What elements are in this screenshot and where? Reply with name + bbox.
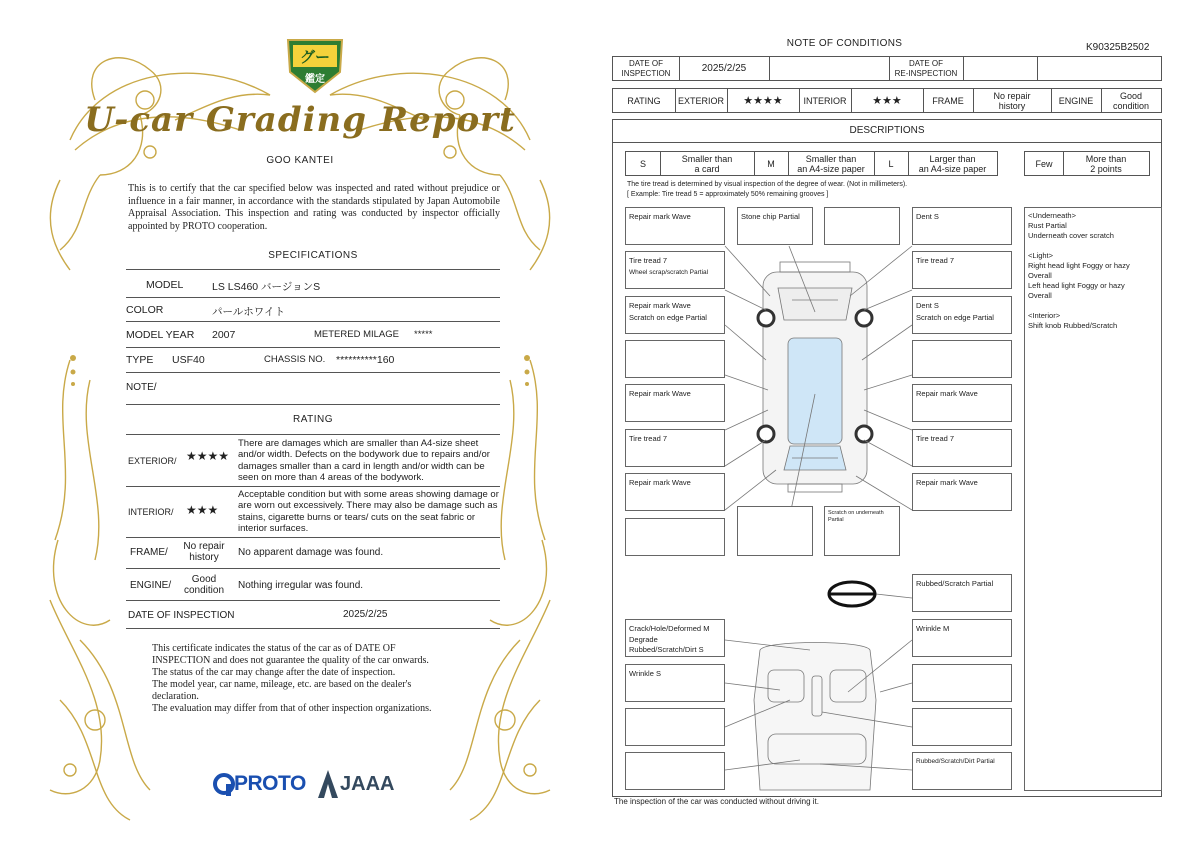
desc-text: Stone chip Partial (741, 212, 800, 221)
specifications-heading: SPECIFICATIONS (268, 250, 358, 261)
frame-label: FRAME (932, 95, 964, 106)
certificate-notes (152, 643, 492, 714)
note-line: declaration. (152, 690, 199, 702)
note-line: Underneath cover scratch (1028, 231, 1114, 240)
desc-box-left-7 (625, 473, 725, 511)
desc-text: Repair mark Wave (629, 212, 691, 221)
desc-box-left-2 (625, 251, 725, 289)
type-value: USF40 (172, 354, 205, 366)
rating-heading: RATING (292, 414, 334, 425)
desc-text: Wrinkle S (629, 669, 661, 678)
engine-label: ENGINE (1058, 95, 1094, 106)
desc-box-right-2 (912, 251, 1012, 289)
desc-box-interior-right-1 (912, 619, 1012, 657)
reinspection-label-2: RE-INSPECTION (894, 68, 958, 78)
desc-text: Wrinkle M (916, 624, 950, 633)
note-line: <Interior> (1028, 311, 1061, 320)
desc-text: Repair mark Wave (916, 478, 978, 487)
desc-text: Repair mark Wave (629, 301, 691, 310)
desc-box-left-3 (625, 296, 725, 334)
note-line: Rust Partial (1028, 221, 1067, 230)
desc-text: Dent S (916, 212, 939, 221)
engine-value-2: condition (1112, 100, 1150, 111)
interior-stars: ★★★ (872, 94, 902, 107)
desc-text: Crack/Hole/Deformed M (629, 624, 710, 633)
footer-logos (212, 770, 402, 800)
metered-milage-value: ***** (414, 329, 433, 340)
svg-text:グー: グー (299, 48, 331, 66)
desc-box-right-3 (912, 296, 1012, 334)
desc-box-center-3 (737, 506, 813, 556)
frame-value-line2: history (189, 552, 219, 564)
desc-text: Wheel scrap/scratch Partial (629, 268, 709, 276)
note-of-conditions (600, 0, 1200, 848)
interior-label: INTERIOR (803, 95, 847, 106)
frame-value-2: history (998, 100, 1026, 111)
note-line: Right head light Foggy or hazy (1028, 261, 1130, 270)
desc-box-steering (912, 574, 1012, 612)
certificate-title: U-car Grading Report (84, 100, 516, 140)
exterior-stars: ★★★★ (743, 94, 783, 107)
desc-text: Tire tread 7 (916, 434, 955, 443)
desc-text: Rubbed/Scratch/Dirt Partial (916, 758, 995, 765)
conditions-title: NOTE OF CONDITIONS (786, 38, 903, 49)
desc-box-right-5 (912, 384, 1012, 422)
exterior-stars: ★★★★ (186, 449, 230, 463)
exterior-label: EXTERIOR/ (128, 456, 177, 466)
note-label: NOTE/ (126, 382, 157, 393)
desc-box-right-6 (912, 429, 1012, 467)
exterior-label: EXTERIOR (677, 95, 724, 106)
model-year-label: MODEL YEAR (126, 329, 195, 341)
note-line: <Light> (1028, 251, 1054, 260)
additional-notes-panel (1024, 207, 1162, 791)
note-line: Overall (1028, 271, 1052, 280)
legend-s: S (639, 158, 646, 169)
reinspection-label-1: DATE OF (908, 59, 944, 68)
footer-note: The inspection of the car was conducted without driving it. (614, 797, 819, 806)
rating-label: RATING (627, 95, 661, 106)
legend-few: Few (1035, 158, 1053, 169)
note-line: The model year, car name, mileage, etc. are based on the dealer's (152, 678, 412, 690)
legend-s-1: Smaller than (681, 153, 733, 164)
interior-label: INTERIOR/ (128, 507, 174, 517)
desc-box-right-4 (912, 340, 1012, 378)
desc-box-interior-right-2 (912, 664, 1012, 702)
frame-value-1: No repair (993, 90, 1031, 101)
desc-text: Tire tread 7 (916, 256, 955, 265)
proto-logo-text: PROTO (234, 772, 306, 795)
legend-m-1: Smaller than (805, 153, 857, 164)
note-line: Overall (1028, 291, 1052, 300)
note-line: The evaluation may differ from that of other inspection organizations. (152, 702, 432, 714)
desc-box-interior-left-2 (625, 664, 725, 702)
color-label: COLOR (126, 304, 164, 316)
frame-label: FRAME/ (130, 547, 168, 558)
frame-value-line1: No repair (183, 541, 225, 552)
desc-box-center-2 (824, 207, 900, 245)
desc-text: Scratch on underneath Partial (828, 510, 884, 523)
desc-text: Degrade (629, 634, 658, 644)
svg-text:鑑定: 鑑定 (305, 74, 325, 85)
desc-box-left-6 (625, 429, 725, 467)
tire-note-line: The tire tread is determined by visual inspection of the degree of wear. (Not in millimeters). (627, 181, 908, 188)
legend-l-1: Larger than (929, 153, 976, 164)
note-line: <Underneath> (1028, 211, 1076, 220)
engine-description: Nothing irregular was found. (238, 580, 364, 591)
model-year-value: 2007 (212, 329, 236, 341)
model-value: LS LS460 バージョンS (212, 281, 321, 293)
legend-m-2: an A4-size paper (797, 163, 865, 174)
note-line: Left head light Foggy or hazy (1028, 281, 1125, 290)
inspection-date: 2025/2/25 (701, 62, 747, 74)
desc-text: Repair mark Wave (629, 389, 691, 398)
model-label: MODEL (146, 279, 184, 291)
desc-text: Scratch on edge Partial (629, 312, 707, 322)
desc-text: Tire tread 7 (629, 256, 668, 265)
legend-l: L (888, 158, 894, 169)
tire-note-line: [ Example: Tire tread 5 = approximately 50% remaining grooves ] (627, 190, 829, 198)
desc-box-interior-right-3 (912, 708, 1012, 746)
date-label-2: INSPECTION (621, 68, 671, 78)
certificate-intro: This is to certify that the car specified below was inspected and rated without prejudice or influence in a fair manner, in accordance with the standards stipulated by Japan Automobile Appraisal Association. This inspection and rating was conducted by inspector officially appointed by PROTO cooperation. (128, 183, 500, 232)
frame-description: No apparent damage was found. (238, 547, 384, 558)
note-line: The status of the car may change after the date of inspection. (152, 666, 396, 678)
legend-m: M (767, 158, 775, 169)
inspection-date-label: DATE OF INSPECTION (128, 610, 235, 621)
jaaa-logo-text: JAAA (340, 773, 395, 795)
desc-box-center-1 (737, 207, 813, 245)
desc-box-interior-left-4 (625, 752, 725, 790)
report-code: K90325B2502 (1086, 42, 1150, 53)
engine-value-line2: condition (183, 585, 225, 597)
legend-more-1: More than (1085, 153, 1127, 164)
type-label: TYPE (126, 354, 154, 366)
legend-s-2: a card (694, 163, 720, 174)
desc-text: Rubbed/Scratch Partial (916, 579, 994, 588)
desc-text: Scratch on edge Partial (916, 312, 994, 322)
chassis-value: **********160 (336, 354, 395, 366)
desc-text: Tire tread 7 (629, 434, 668, 443)
interior-stars: ★★★ (186, 503, 219, 517)
desc-box-interior-right-4 (912, 752, 1012, 790)
desc-box-left-8 (625, 518, 725, 556)
desc-text: Dent S (916, 301, 939, 310)
interior-description: Acceptable condition but with some areas showing damage or are worn out excessively. There may also be damage such as stains, cigarette burns or tears/ cuts on the seat fabric or interior surfaces. (238, 489, 499, 535)
exterior-description: There are damages which are smaller than A4-size sheet and/or width. Defects on the bodywork due to repairs and/or damages smaller than a card in length and/or width can be seen on more than 4 areas of the bodywork. (238, 438, 490, 484)
desc-box-left-1 (625, 207, 725, 245)
note-line: This certificate indicates the status of the car as of DATE OF (152, 643, 396, 654)
desc-text: Rubbed/Scratch/Dirt S (629, 644, 704, 654)
desc-box-left-5 (625, 384, 725, 422)
inspection-date-value: 2025/2/25 (343, 609, 388, 620)
note-line: Shift knob Rubbed/Scratch (1028, 321, 1118, 330)
desc-box-left-4 (625, 340, 725, 378)
engine-value-1: Good (1119, 90, 1143, 101)
desc-box-interior-left-3 (625, 708, 725, 746)
desc-box-right-7 (912, 473, 1012, 511)
engine-label: ENGINE/ (130, 580, 172, 591)
legend-more-2: 2 points (1090, 163, 1122, 174)
note-line: INSPECTION and does not guarantee the quality of the car onwards. (152, 654, 429, 666)
legend-l-2: an A4-size paper (918, 163, 987, 174)
goo-kantei-badge-icon (288, 40, 342, 92)
engine-value-line1: Good (191, 574, 217, 585)
date-label-1: DATE OF (628, 59, 664, 68)
metered-milage-label: METERED MILAGE (314, 329, 399, 340)
desc-text: Repair mark Wave (629, 478, 691, 487)
jaaa-mark-icon (318, 770, 338, 798)
desc-box-interior-left-1 (625, 619, 725, 657)
desc-box-right-1 (912, 207, 1012, 245)
certificate-subtitle: GOO KANTEI (266, 155, 334, 166)
desc-box-center-4 (824, 506, 900, 556)
desc-text: Repair mark Wave (916, 389, 978, 398)
chassis-label: CHASSIS NO. (264, 354, 326, 365)
descriptions-heading: DESCRIPTIONS (849, 125, 925, 136)
color-value: パールホワイト (212, 306, 285, 318)
